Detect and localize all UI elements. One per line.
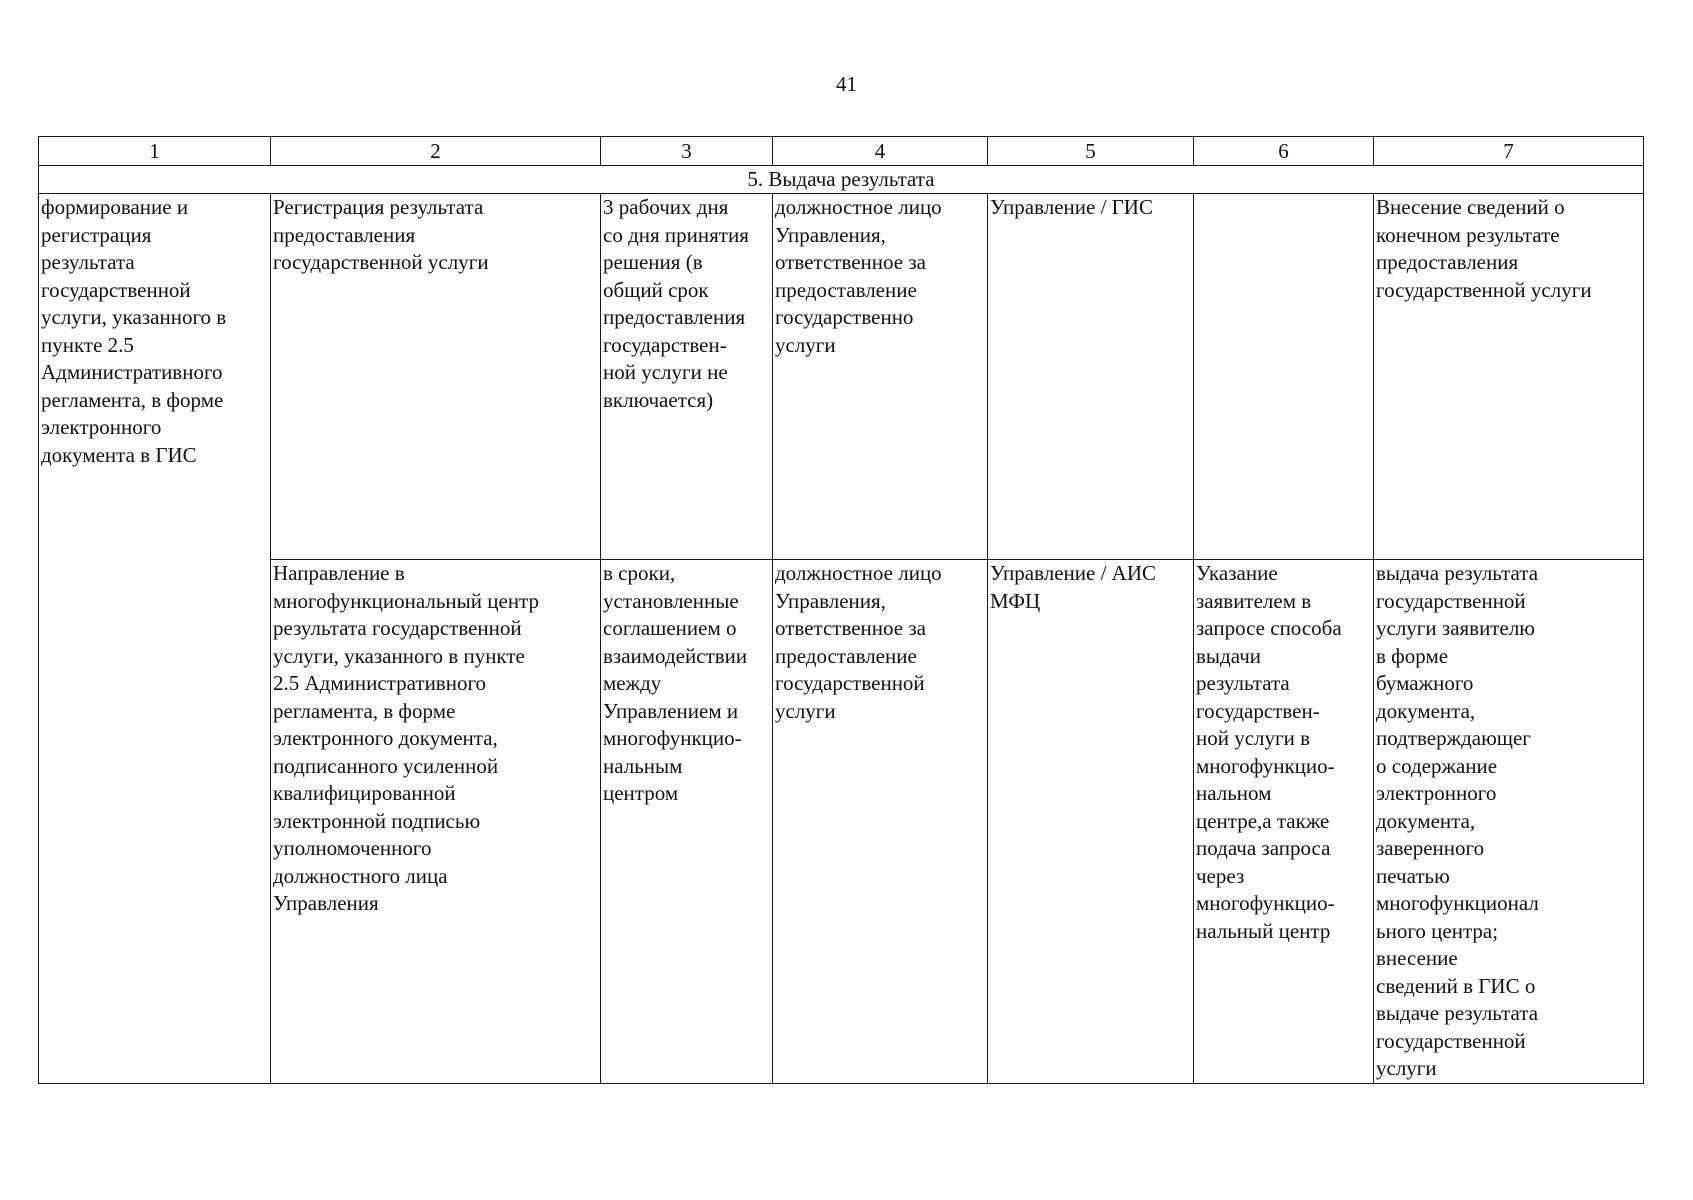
cell-text: Регистрация результата предоставления государственной услуги (273, 195, 489, 274)
result-cell (1374, 560, 1644, 1084)
criteria-cell (1194, 194, 1374, 560)
cell-text: должностное лицо Управления, ответственное за предоставление государственно услуги (775, 195, 942, 357)
cell-text: 3 рабочих дня со дня принятия решения (в общий срок предоставления государствен- ной услуги не включается) (603, 195, 749, 412)
column-header: 7 (1374, 137, 1644, 166)
responsible-cell (773, 194, 988, 560)
action-cell (271, 194, 601, 560)
page-number: 41 (836, 72, 857, 96)
cell-text: должностное лицо Управления, ответственное за предоставление государственной услуги (775, 561, 942, 723)
column-header: 3 (601, 137, 773, 166)
column-header: 5 (988, 137, 1194, 166)
responsible-cell (773, 560, 988, 1084)
system-cell (988, 560, 1194, 1084)
table-row (39, 194, 1644, 560)
criteria-cell (1194, 560, 1374, 1084)
section-title: 5. Выдача результата (39, 166, 1644, 194)
column-header: 6 (1194, 137, 1374, 166)
result-cell (1374, 194, 1644, 560)
column-header: 4 (773, 137, 988, 166)
cell-text: Управление / ГИС (990, 195, 1153, 219)
deadline-cell (601, 194, 773, 560)
cell-text: формирование и регистрация результата государственной услуги, указанного в пункте 2.5 Административного регламента, в форме электронного документа в ГИС (41, 195, 227, 467)
cell-text: Направление в многофункциональный центр результата государственной услуги, указанного в пункте 2.5 Административного регламента, в форме электронного документа, подписанного усиленной квалифицированной электронной подписью уполномоченного должностного лица Управления (273, 561, 539, 915)
deadline-cell (601, 560, 773, 1084)
cell-text: выдача результата государственной услуги заявителю в форме бумажного документа, подтверждающег о содержание электронного документа, заверенного печатью многофункционал ьного центра; внесение сведений в ГИС о выдаче результата государственной услуги (1376, 561, 1539, 1080)
table-row (39, 560, 1644, 1084)
cell-text: Указание заявителем в запросе способа выдачи результата государствен- ной услуги в многофункцио- нальном центре,а также подача запроса через многофункцио- нальный центр (1196, 561, 1342, 943)
action-cell (271, 560, 601, 1084)
column-number-row (39, 137, 1644, 166)
procedure-basis-cell (39, 194, 271, 1084)
procedure-table (38, 136, 1644, 1084)
system-cell (988, 194, 1194, 560)
cell-text: в сроки, установленные соглашением о взаимодействии между Управлением и многофункцио- нальным центром (603, 561, 748, 805)
column-header: 2 (271, 137, 601, 166)
cell-text: Управление / АИС МФЦ (990, 561, 1156, 613)
column-header: 1 (39, 137, 271, 166)
cell-text: Внесение сведений о конечном результате предоставления государственной услуги (1376, 195, 1592, 302)
section-row (39, 166, 1644, 194)
